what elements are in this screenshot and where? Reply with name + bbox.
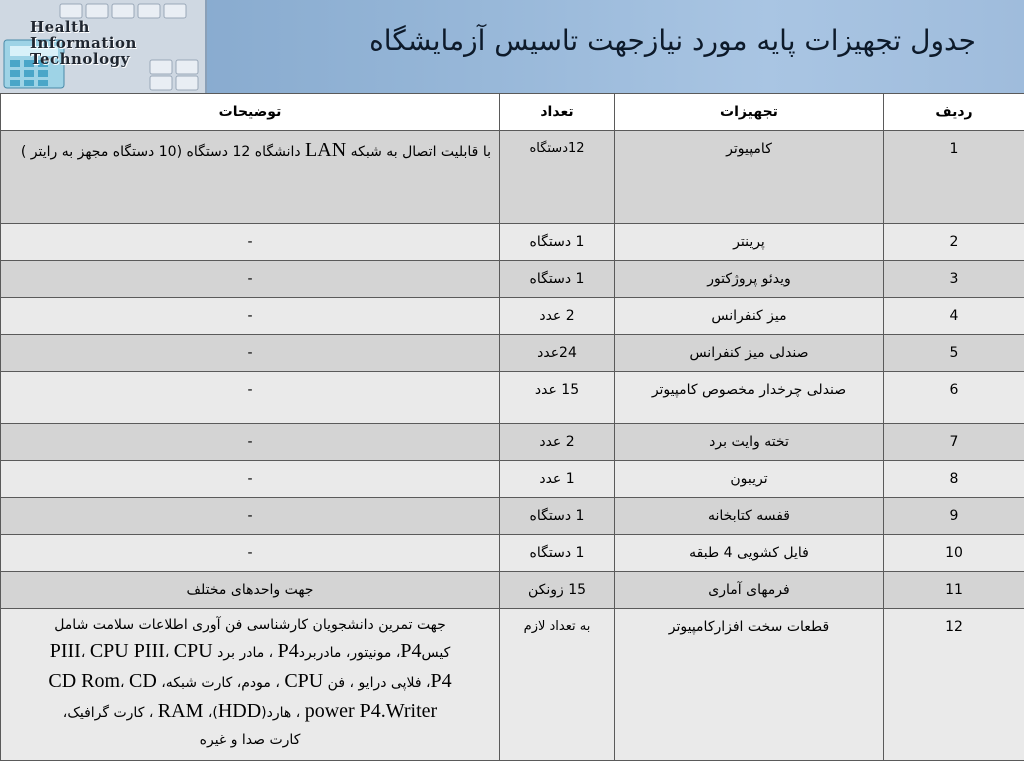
cell-equipment: پرینتر <box>615 224 884 261</box>
header-quantity: تعداد <box>500 94 615 131</box>
header-row-no: ردیف <box>884 94 1024 131</box>
equipment-table <box>0 93 1024 761</box>
cell-equipment: قطعات سخت افزارکامپیوتر <box>615 609 884 761</box>
header-notes: توضیحات <box>1 94 500 131</box>
notes-frag: ، <box>80 645 90 661</box>
notes-frag: CD <box>129 670 157 692</box>
notes-text-a: با قابلیت اتصال به شبکه <box>346 144 491 160</box>
cell-quantity: 15 عدد <box>500 372 615 424</box>
logo <box>0 0 207 93</box>
cell-notes: - <box>1 261 500 298</box>
notes-frag: P4 <box>430 670 452 692</box>
cell-equipment: فرمهای آماری <box>615 572 884 609</box>
table-row <box>1 335 1024 372</box>
notes-frag: ، کارت گرافیک، <box>62 705 158 721</box>
cell-equipment: تریبون <box>615 461 884 498</box>
cell-row-no: 12 <box>884 609 1024 761</box>
cell-quantity: 12دستگاه <box>500 131 615 224</box>
table-row <box>1 461 1024 498</box>
notes-text-b: دانشگاه 12 دستگاه (10 دستگاه مجهز به رایتر ) <box>20 144 306 160</box>
notes-frag: ، مودم، کارت شبکه، <box>156 675 285 691</box>
slide-title: جدول تجهیزات پایه مورد نیازجهت تاسیس آزمایشگاه <box>369 24 976 57</box>
table-row <box>1 572 1024 609</box>
cell-equipment: صندلی چرخدار مخصوص کامپیوتر <box>615 372 884 424</box>
notes-frag: ، مونیتور، مادربرد <box>298 645 401 661</box>
cell-notes: - <box>1 372 500 424</box>
table-row <box>1 261 1024 298</box>
notes-frag: PIII <box>49 640 81 662</box>
cell-quantity: 1 دستگاه <box>500 535 615 572</box>
notes-frag: CD Rom <box>48 670 121 692</box>
table-row <box>1 372 1024 424</box>
cell-quantity: به تعداد لازم <box>500 609 615 761</box>
notes-frag: ، مادر برد <box>212 645 278 661</box>
cell-equipment: فایل کشویی 4 طبقه <box>615 535 884 572</box>
notes-frag: P4 <box>277 640 299 662</box>
cell-row-no: 2 <box>884 224 1024 261</box>
table-row <box>1 298 1024 335</box>
cell-notes: - <box>1 335 500 372</box>
notes-frag: HDD <box>217 700 262 722</box>
notes-frag: ، <box>164 645 174 661</box>
notes-frag: CPU PIII <box>89 640 165 662</box>
cell-row-no: 7 <box>884 424 1024 461</box>
cell-equipment: قفسه کتابخانه <box>615 498 884 535</box>
notes-line-3 <box>9 667 491 697</box>
cell-notes: - <box>1 424 500 461</box>
table-row <box>1 424 1024 461</box>
slide-header <box>0 0 1024 93</box>
notes-line-4 <box>9 697 491 727</box>
cell-row-no: 6 <box>884 372 1024 424</box>
table-row <box>1 498 1024 535</box>
logo-line-1: Health <box>30 18 90 36</box>
cell-quantity: 2 عدد <box>500 298 615 335</box>
cell-notes: - <box>1 535 500 572</box>
notes-frag: ، هارد( <box>261 705 305 721</box>
cell-row-no: 10 <box>884 535 1024 572</box>
notes-frag: CPU <box>173 640 213 662</box>
cell-quantity: 15 زونکن <box>500 572 615 609</box>
notes-frag: power P4.Writer <box>304 700 438 722</box>
cell-equipment: میز کنفرانس <box>615 298 884 335</box>
cell-equipment: ویدئو پروژکتور <box>615 261 884 298</box>
cell-row-no: 3 <box>884 261 1024 298</box>
cell-notes: جهت واحدهای مختلف <box>1 572 500 609</box>
cell-row-no: 4 <box>884 298 1024 335</box>
cell-row-no: 5 <box>884 335 1024 372</box>
notes-frag: )، <box>203 705 218 721</box>
notes-frag: RAM <box>157 700 204 722</box>
cell-notes: - <box>1 298 500 335</box>
cell-row-no: 11 <box>884 572 1024 609</box>
table-row <box>1 224 1024 261</box>
cell-row-no: 1 <box>884 131 1024 224</box>
notes-line-1: جهت تمرین دانشجویان کارشناسی فن آوری اطلاعات سلامت شامل <box>54 617 446 633</box>
header-equipment: تجهیزات <box>615 94 884 131</box>
notes-line-5: کارت صدا و غیره <box>199 732 301 748</box>
cell-notes: - <box>1 461 500 498</box>
cell-quantity: 1 دستگاه <box>500 498 615 535</box>
cell-quantity: 1 دستگاه <box>500 261 615 298</box>
cell-equipment: کامپیوتر <box>615 131 884 224</box>
notes-frag: CPU <box>284 670 324 692</box>
notes-frag: ، <box>120 675 130 691</box>
table-header-row <box>1 94 1024 131</box>
cell-notes <box>1 131 500 224</box>
notes-frag: کیس <box>421 645 451 661</box>
cell-quantity: 1 دستگاه <box>500 224 615 261</box>
notes-lan: LAN <box>305 139 347 161</box>
notes-frag: P4 <box>400 640 422 662</box>
table-row <box>1 535 1024 572</box>
cell-notes <box>1 609 500 761</box>
logo-line-2: Information <box>30 34 137 52</box>
cell-equipment: تخته وایت برد <box>615 424 884 461</box>
cell-quantity: 24عدد <box>500 335 615 372</box>
cell-notes: - <box>1 498 500 535</box>
logo-line-3: Technology <box>30 50 130 68</box>
cell-quantity: 2 عدد <box>500 424 615 461</box>
notes-frag: ، فلاپی درایو ، فن <box>323 675 431 691</box>
notes-line-2 <box>9 637 491 667</box>
cell-notes: - <box>1 224 500 261</box>
table-row <box>1 131 1024 224</box>
cell-row-no: 8 <box>884 461 1024 498</box>
cell-equipment: صندلی میز کنفرانس <box>615 335 884 372</box>
cell-row-no: 9 <box>884 498 1024 535</box>
table-row <box>1 609 1024 761</box>
cell-quantity: 1 عدد <box>500 461 615 498</box>
